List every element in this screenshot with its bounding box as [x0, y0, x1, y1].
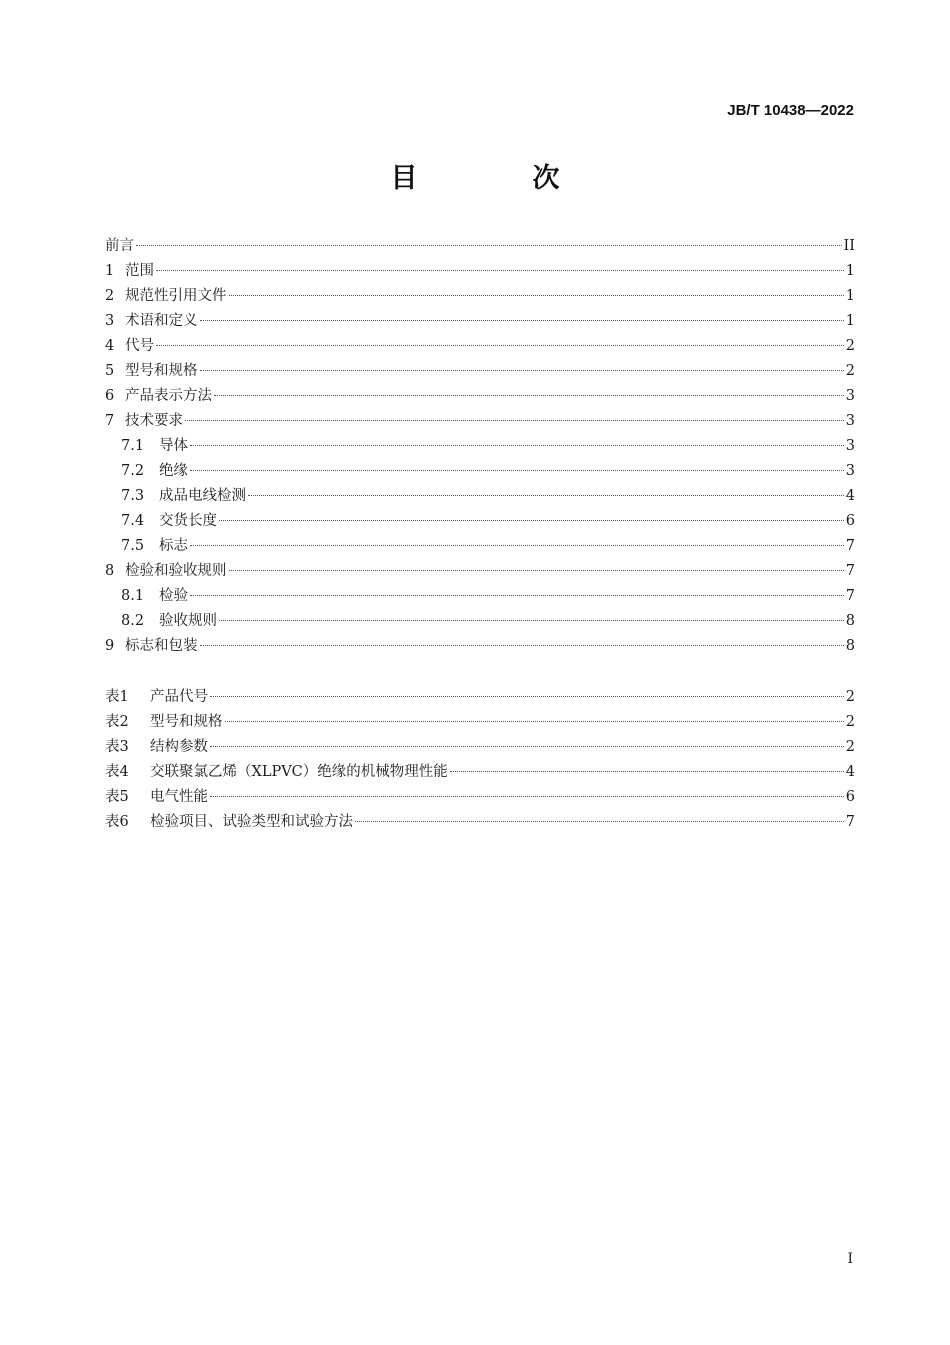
toc-entry-number: 7.1 — [121, 438, 145, 454]
table-number: 表4 — [105, 764, 129, 780]
toc-entry-number: 7 — [105, 413, 115, 429]
dot-leader — [214, 395, 844, 396]
dot-leader — [190, 595, 844, 596]
table-page: 2 — [845, 714, 855, 730]
toc-entry-page: 8 — [845, 638, 855, 654]
document-number: JB/T 10438—2022 — [727, 102, 854, 119]
toc-entry-number: 8.1 — [121, 588, 145, 604]
toc-entry-number: 8 — [105, 563, 115, 579]
dot-leader — [190, 445, 844, 446]
table-page: 6 — [845, 789, 855, 805]
toc-entry-label: 术语和定义 — [125, 313, 198, 329]
toc-entry[interactable] — [105, 484, 855, 509]
table-page: 7 — [845, 814, 855, 830]
dot-leader — [190, 545, 844, 546]
toc-entry-label: 规范性引用文件 — [125, 288, 227, 304]
table-page: 2 — [845, 739, 855, 755]
dot-leader — [210, 696, 844, 697]
table-title: 型号和规格 — [150, 714, 223, 730]
toc-entry[interactable] — [105, 509, 855, 534]
table-title: 检验项目、试验类型和试验方法 — [150, 814, 353, 830]
toc-entry[interactable] — [105, 559, 855, 584]
toc-entry[interactable] — [105, 284, 855, 309]
toc-entry-number: 7.3 — [121, 488, 145, 504]
table-list-entry[interactable] — [105, 760, 855, 785]
toc-entry-page: 3 — [845, 388, 855, 404]
toc-entry-number: 5 — [105, 363, 115, 379]
toc-entry-page: 3 — [845, 413, 855, 429]
toc-entry-label: 产品表示方法 — [125, 388, 212, 404]
toc-entry-label: 绝缘 — [159, 463, 188, 479]
dot-leader — [185, 420, 844, 421]
table-number: 表5 — [105, 789, 129, 805]
dot-leader — [219, 620, 844, 621]
toc-entry-label: 成品电线检测 — [159, 488, 246, 504]
toc-entry[interactable] — [105, 584, 855, 609]
dot-leader — [156, 270, 844, 271]
toc-entry[interactable] — [105, 359, 855, 384]
toc-entry-page: 3 — [845, 463, 855, 479]
table-title: 结构参数 — [150, 739, 208, 755]
toc-entry-page: II — [843, 238, 855, 254]
table-number: 表3 — [105, 739, 129, 755]
dot-leader — [248, 495, 844, 496]
toc-entry-page: 2 — [845, 363, 855, 379]
page-title: 目 次 — [390, 163, 604, 194]
toc-entry-label: 检验 — [159, 588, 188, 604]
table-title: 交联聚氯乙烯（XLPVC）绝缘的机械物理性能 — [150, 764, 448, 780]
dot-leader — [450, 771, 844, 772]
table-number: 表6 — [105, 814, 129, 830]
table-title: 电气性能 — [150, 789, 208, 805]
table-of-contents — [105, 234, 855, 659]
toc-entry-page: 1 — [845, 263, 855, 279]
dot-leader — [229, 295, 844, 296]
toc-entry-page: 3 — [845, 438, 855, 454]
table-number: 表2 — [105, 714, 129, 730]
toc-entry[interactable] — [105, 459, 855, 484]
toc-entry-page: 6 — [845, 513, 855, 529]
toc-entry-label: 标志 — [159, 538, 188, 554]
toc-entry-number: 1 — [105, 263, 115, 279]
toc-entry[interactable] — [105, 609, 855, 634]
page-number: I — [847, 1251, 853, 1267]
table-list-entry[interactable] — [105, 785, 855, 810]
toc-entry-label: 导体 — [159, 438, 188, 454]
dot-leader — [200, 645, 844, 646]
toc-entry-number: 8.2 — [121, 613, 145, 629]
table-list-entry[interactable] — [105, 710, 855, 735]
dot-leader — [210, 746, 844, 747]
dot-leader — [225, 721, 844, 722]
dot-leader — [200, 320, 844, 321]
toc-entry[interactable] — [105, 634, 855, 659]
dot-leader — [229, 570, 844, 571]
dot-leader — [355, 821, 844, 822]
dot-leader — [210, 796, 844, 797]
toc-entry[interactable] — [105, 259, 855, 284]
toc-entry-page: 8 — [845, 613, 855, 629]
table-page: 4 — [845, 764, 855, 780]
toc-entry-label: 代号 — [125, 338, 154, 354]
toc-entry-number: 6 — [105, 388, 115, 404]
toc-entry[interactable] — [105, 234, 855, 259]
toc-entry-number: 3 — [105, 313, 115, 329]
toc-entry-label: 范围 — [125, 263, 154, 279]
toc-entry-number: 7.5 — [121, 538, 145, 554]
table-title: 产品代号 — [150, 689, 208, 705]
toc-entry-number: 7.2 — [121, 463, 145, 479]
toc-entry[interactable] — [105, 384, 855, 409]
toc-entry-page: 1 — [845, 313, 855, 329]
toc-entry[interactable] — [105, 534, 855, 559]
list-of-tables — [105, 685, 855, 835]
toc-entry-number: 9 — [105, 638, 115, 654]
table-list-entry[interactable] — [105, 685, 855, 710]
dot-leader — [156, 345, 844, 346]
toc-entry-label: 交货长度 — [159, 513, 217, 529]
dot-leader — [136, 245, 842, 246]
toc-entry-page: 2 — [845, 338, 855, 354]
toc-entry-number: 7.4 — [121, 513, 145, 529]
toc-entry-page: 7 — [845, 538, 855, 554]
toc-entry-page: 1 — [845, 288, 855, 304]
toc-entry-page: 7 — [845, 563, 855, 579]
dot-leader — [200, 370, 844, 371]
toc-entry-number: 2 — [105, 288, 115, 304]
toc-entry[interactable] — [105, 309, 855, 334]
dot-leader — [190, 470, 844, 471]
toc-entry-label: 验收规则 — [159, 613, 217, 629]
table-page: 2 — [845, 689, 855, 705]
toc-entry-label: 标志和包装 — [125, 638, 198, 654]
toc-entry-label: 技术要求 — [125, 413, 183, 429]
toc-entry-label: 检验和验收规则 — [125, 563, 227, 579]
toc-entry[interactable] — [105, 409, 855, 434]
toc-entry-number: 4 — [105, 338, 115, 354]
table-list-entry[interactable] — [105, 810, 855, 835]
toc-entry[interactable] — [105, 334, 855, 359]
table-list-entry[interactable] — [105, 735, 855, 760]
toc-entry-page: 4 — [845, 488, 855, 504]
toc-entry-label: 型号和规格 — [125, 363, 198, 379]
dot-leader — [219, 520, 844, 521]
toc-entry-label: 前言 — [105, 238, 134, 254]
toc-entry[interactable] — [105, 434, 855, 459]
table-number: 表1 — [105, 689, 129, 705]
toc-entry-page: 7 — [845, 588, 855, 604]
